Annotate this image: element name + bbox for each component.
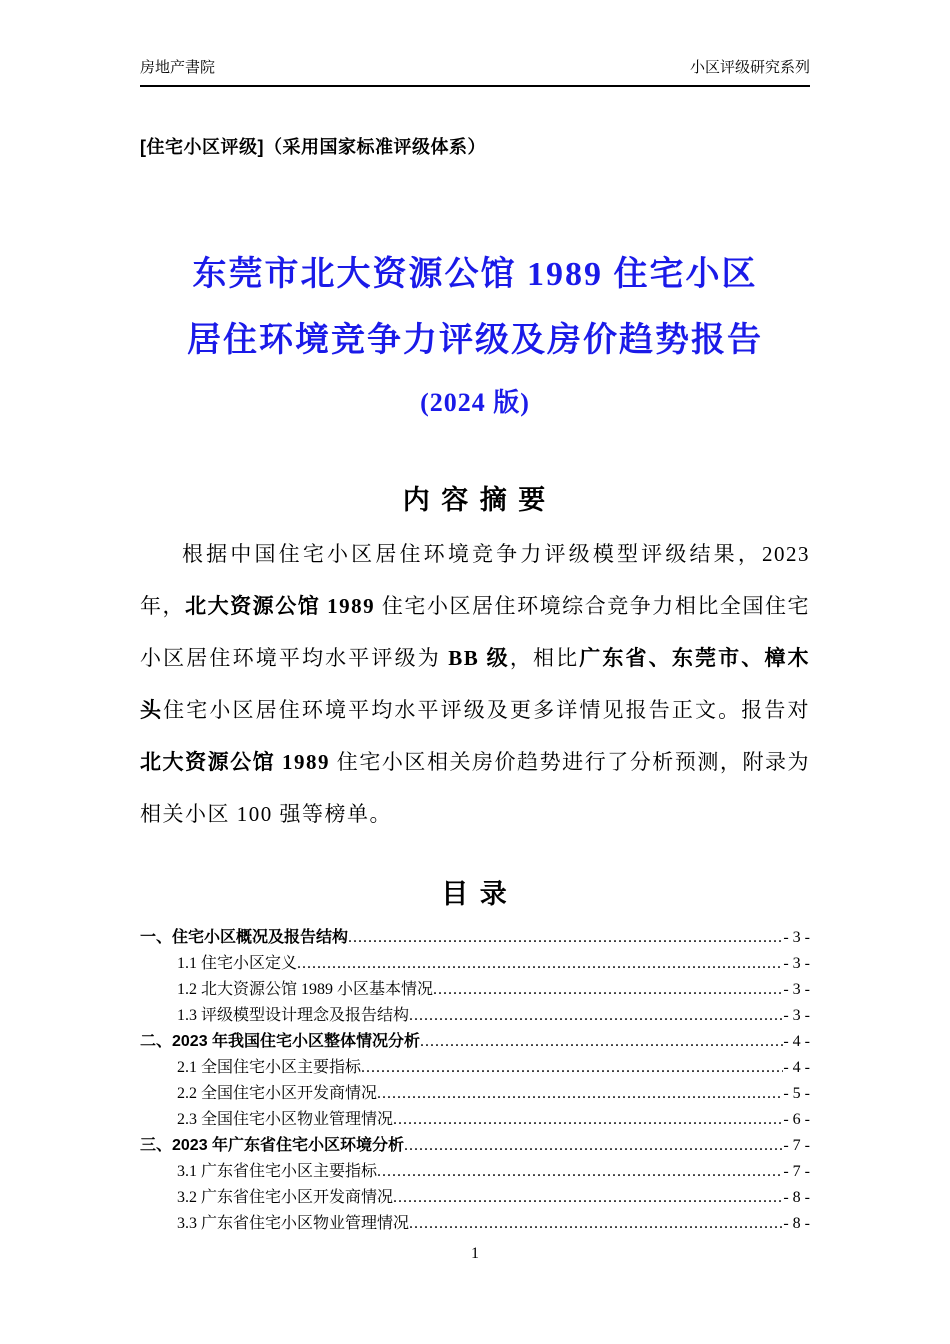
toc-entry-label: 2.1 全国住宅小区主要指标 <box>177 1059 362 1076</box>
toc-entry-label: 三、2023 年广东省住宅小区环境分析 <box>140 1137 405 1154</box>
report-title <box>140 253 810 421</box>
toc-entry-label: 二、2023 年我国住宅小区整体情况分析 <box>140 1033 421 1050</box>
summary-text-segment: 根据中国住宅小区居住环境竞争力评级模型评级结果，2023 年， <box>140 542 810 618</box>
toc-entry-label: 2.2 全国住宅小区开发商情况 <box>177 1085 378 1102</box>
toc-entry <box>140 925 810 951</box>
summary-text-segment: 北大资源公馆 1989 <box>185 594 382 618</box>
toc-entry-page: - 8 - <box>783 1215 810 1232</box>
toc-entry <box>140 1159 810 1185</box>
toc-entry-label: 3.3 广东省住宅小区物业管理情况 <box>177 1215 410 1232</box>
toc-leader-dots <box>297 951 783 977</box>
toc-entry-page: - 6 - <box>783 1111 810 1128</box>
toc-entry-page: - 4 - <box>783 1033 810 1050</box>
toc-entry <box>140 1185 810 1211</box>
toc-entry-page: - 7 - <box>783 1137 810 1154</box>
summary-text-segment: 住宅小区相关房价趋势进行了分析预测，附录为相关小区 100 强等榜单。 <box>140 750 811 826</box>
toc-leader-dots <box>393 1107 783 1133</box>
toc-leader-dots <box>433 977 783 1003</box>
toc-entry <box>140 1003 810 1029</box>
toc-leader-dots <box>377 1159 783 1185</box>
toc-entry <box>140 977 810 1003</box>
toc-leader-dots <box>404 1133 783 1159</box>
summary-text-segment: 住宅小区居住环境综合竞争力相比全国住宅小区居住环境平均水平评级为 <box>140 594 811 670</box>
toc-leader-dots <box>348 925 783 951</box>
toc-entry-label: 1.3 评级模型设计理念及报告结构 <box>177 1007 410 1024</box>
report-title-line-2: 居住环境竞争力评级及房价趋势报告 <box>187 322 763 359</box>
report-classification-line: [住宅小区评级]（采用国家标准评级体系） <box>140 137 486 157</box>
toc-entry <box>140 1211 810 1237</box>
toc-entry <box>140 1055 810 1081</box>
summary-text-segment: 北大资源公馆 1989 <box>140 750 337 774</box>
toc-entry-page: - 4 - <box>783 1059 810 1076</box>
toc-entry-label: 一、住宅小区概况及报告结构 <box>140 929 349 946</box>
toc-entry-page: - 8 - <box>783 1189 810 1206</box>
summary-heading: 内 容 摘 要 <box>402 485 548 515</box>
toc-entry-label: 1.1 住宅小区定义 <box>177 955 298 972</box>
toc-entry-page: - 3 - <box>783 981 810 998</box>
toc-entry-label: 1.2 北大资源公馆 1989 小区基本情况 <box>177 981 434 998</box>
toc-leader-dots <box>409 1211 783 1237</box>
summary-text-segment: BB 级 <box>448 646 510 670</box>
summary-text-segment: ，相比 <box>509 646 580 670</box>
toc-entry-page: - 5 - <box>783 1085 810 1102</box>
summary-text-segment: 广东省、东莞市、樟木头 <box>140 646 811 722</box>
toc-leader-dots <box>393 1185 783 1211</box>
toc-entry <box>140 1133 810 1159</box>
page-header <box>140 58 810 87</box>
toc-entry-label: 3.1 广东省住宅小区主要指标 <box>177 1163 378 1180</box>
toc-entry-page: - 3 - <box>783 1007 810 1024</box>
toc-leader-dots <box>377 1081 783 1107</box>
report-title-line-1: 东莞市北大资源公馆 1989 住宅小区 <box>192 256 758 293</box>
toc-list <box>140 925 810 1237</box>
toc-heading: 目 录 <box>441 879 509 909</box>
footer-page-number: 1 <box>471 1245 479 1262</box>
toc-entry <box>140 1107 810 1133</box>
toc-entry-page: - 3 - <box>783 955 810 972</box>
toc-entry-label: 3.2 广东省住宅小区开发商情况 <box>177 1189 394 1206</box>
toc-leader-dots <box>409 1003 783 1029</box>
summary-text-segment: 住宅小区居住环境平均水平评级及更多详情见报告正文。报告对 <box>163 698 810 722</box>
toc-entry <box>140 1081 810 1107</box>
toc-entry-page: - 7 - <box>783 1163 810 1180</box>
header-right-text: 小区评级研究系列 <box>689 59 810 76</box>
toc-leader-dots <box>361 1055 783 1081</box>
toc-entry <box>140 951 810 977</box>
summary-paragraph <box>140 528 810 840</box>
report-title-edition: (2024 版) <box>420 388 530 417</box>
toc-entry <box>140 1029 810 1055</box>
toc-entry-label: 2.3 全国住宅小区物业管理情况 <box>177 1111 394 1128</box>
header-left-text: 房地产書院 <box>140 59 216 76</box>
toc-entry-page: - 3 - <box>783 929 810 946</box>
toc-leader-dots <box>420 1029 783 1055</box>
